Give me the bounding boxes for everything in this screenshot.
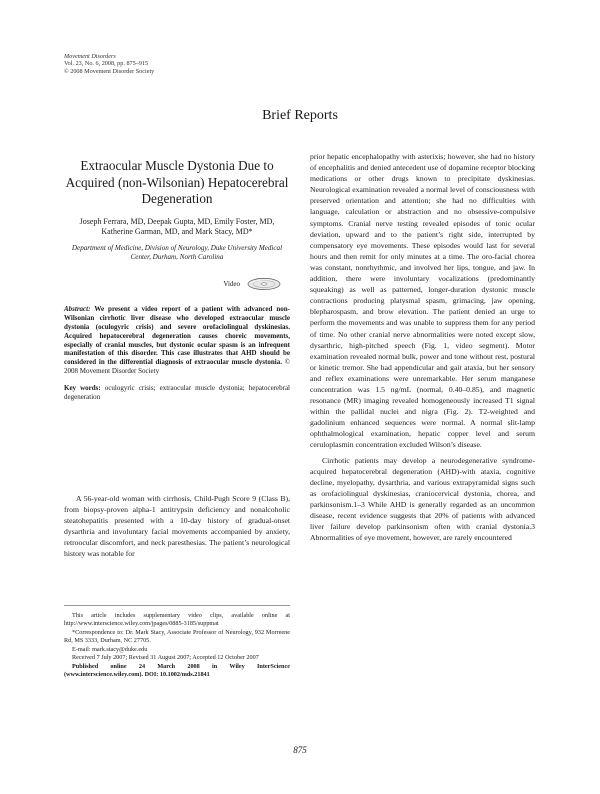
page-number: 875 <box>293 745 307 755</box>
footnote-divider <box>64 605 290 606</box>
video-label: Video <box>223 279 240 288</box>
body-paragraph-2: Cirrhotic patients may develop a neurodegenerative syndrome-acquired hepatocerebral degeneration (AHD)-with ataxia, cognitive decline, myelopathy, dysarthria, and various extrapyramidal signs such as orofaciolingual dyskinesias, craniocervical dystonia, chorea, and parkinsonism.1–3 While AHD is generally regarded as an uncommon disease, recent evidence suggests that 20% of patients with advanced liver failure develop parkinsonism often with cranial dystonia.3 Abnormalities of eye movement, however, are rarely encountered <box>310 455 535 543</box>
copyright-line: © 2008 Movement Disorder Society <box>64 67 155 75</box>
email-note: E-mail: mark.stacy@duke.edu <box>72 645 148 653</box>
affiliation: Department of Medicine, Division of Neurology, Duke University Medical Center, Durham, North Carolina <box>71 243 283 261</box>
article-title: Extraocular Muscle Dystonia Due to Acquired (non-Wilsonian) Hepatocerebral Degeneration <box>65 158 289 206</box>
footnotes <box>64 612 290 680</box>
keywords <box>64 384 290 402</box>
published-note: Published online 24 March 2008 in Wiley InterScience (www.interscience.wiley.com). DOI: 10.1002/mds.21841 <box>64 662 290 679</box>
abstract-text: We present a video report of a patient with advanced non-Wilsonian cirrhotic liver disease who developed extraocular muscle dystonia (oculogyric crisis) and severe orofaciolingual dyskinesias. Acquired hepatocerebral degeneration causes choreic movements, especially of cranial muscles, but dystonic ocular spasm is an infrequent manifestation of this disorder. This case illustrates that AHD should be considered in the differential diagnosis of extraocular muscle dystonia. <box>64 304 290 367</box>
section-title: Brief Reports <box>262 108 338 123</box>
abstract-label: Abstract: <box>64 304 91 313</box>
supplementary-note: This article includes supplementary video clips, available online at http://www.interscience.wiley.com/jpages/0885-3185/suppmat <box>64 612 290 628</box>
author-list: Joseph Ferrara, MD, Deepak Gupta, MD, Emily Foster, MD, Katherine Garman, MD, and Mark Stacy, MD* <box>79 216 275 237</box>
video-disc-icon <box>246 277 282 291</box>
journal-name: Movement Disorders <box>64 53 116 60</box>
keywords-text: oculogyric crisis; extraocular muscle dystonia; hepatocerebral degeneration <box>64 384 290 402</box>
intro-paragraph: A 56-year-old woman with cirrhosis, Child-Pugh Score 9 (Class B), from biopsy-proven alpha-1 antitrypsin deficiency and nonalcoholic steatohepatitis presented with a 10-day history of gradual-onset dysarthria and involuntary facial movements accompanied by anxiety, retroocular discomfort, and neck paresthesias. The patient’s neurological history was notable for <box>64 494 290 559</box>
abstract <box>64 305 290 377</box>
keywords-label: Key words: <box>64 384 101 393</box>
video-link[interactable] <box>64 277 290 291</box>
correspondence-note: *Correspondence to: Dr. Mark Stacy, Associate Professor of Neurology, 932 Morreene Rd, MS 3333, Durham, NC 27705. <box>64 628 290 645</box>
right-column <box>310 151 535 543</box>
journal-header <box>64 53 154 75</box>
abstract-copyright: © 2008 Movement Disorder Society <box>64 358 290 376</box>
volume-line: Vol. 23, No. 6, 2008, pp. 875–915 <box>64 60 149 68</box>
received-note: Received 7 July 2007; Revised 31 August 2007; Accepted 12 October 2007 <box>72 654 259 662</box>
left-column <box>64 151 318 402</box>
body-paragraph-1: prior hepatic encephalopathy with asterixis; however, she had no history of encephalitis and denied antecedent use of dopamine receptor blocking medications or other drugs known to precipitate dyskinesias. Neurological examination revealed a normal level of consciousness with preserved orientation and attention; she had no difficulties with language, calculation or abstraction and no obsessive-compulsive symptoms. Cranial nerve testing revealed episodes of tonic ocular deviation, upward and to the patient’s right side, interrupted by compensatory eye movements. These episodes would last for several hours and then remit for only minutes at a time. The oro-facial chorea was constant, nonrhythmic, and involved her lips, tongue, and jaw. In addition, there were involuntary vocalizations (predominantly squeaking) as well as patterned, longer-duration dystonic muscle contractions producing platysmal spasm, grimacing, jaw opening, blepharospasm, and brow elevation. The patient denied an urge to perform the movements and was unable to suppress them for any period of time. No other cranial nerve abnormalities were noted except slow, dysarthric, high-pitched speech (Fig. 1, video segment). Motor examination revealed normal bulk, power and tone without rest, postural or kinetic tremor. She had appendicular and gait ataxia, but her sensory and reflex examinations were unremarkable. Her serum manganese concentration was 1.5 ng/mL (normal, 0.40–0.85), and magnetic resonance (MR) imaging revealed homogeneously increased T1 signal within the pallidal nuclei and nigra (Fig. 2). T2-weighted and gadolinium enhanced sequences were normal. A normal slit-lamp ophthalmological examination, hepatic copper level and serum ceruloplasmin concentration excluded Wilson’s disease. <box>310 152 535 450</box>
